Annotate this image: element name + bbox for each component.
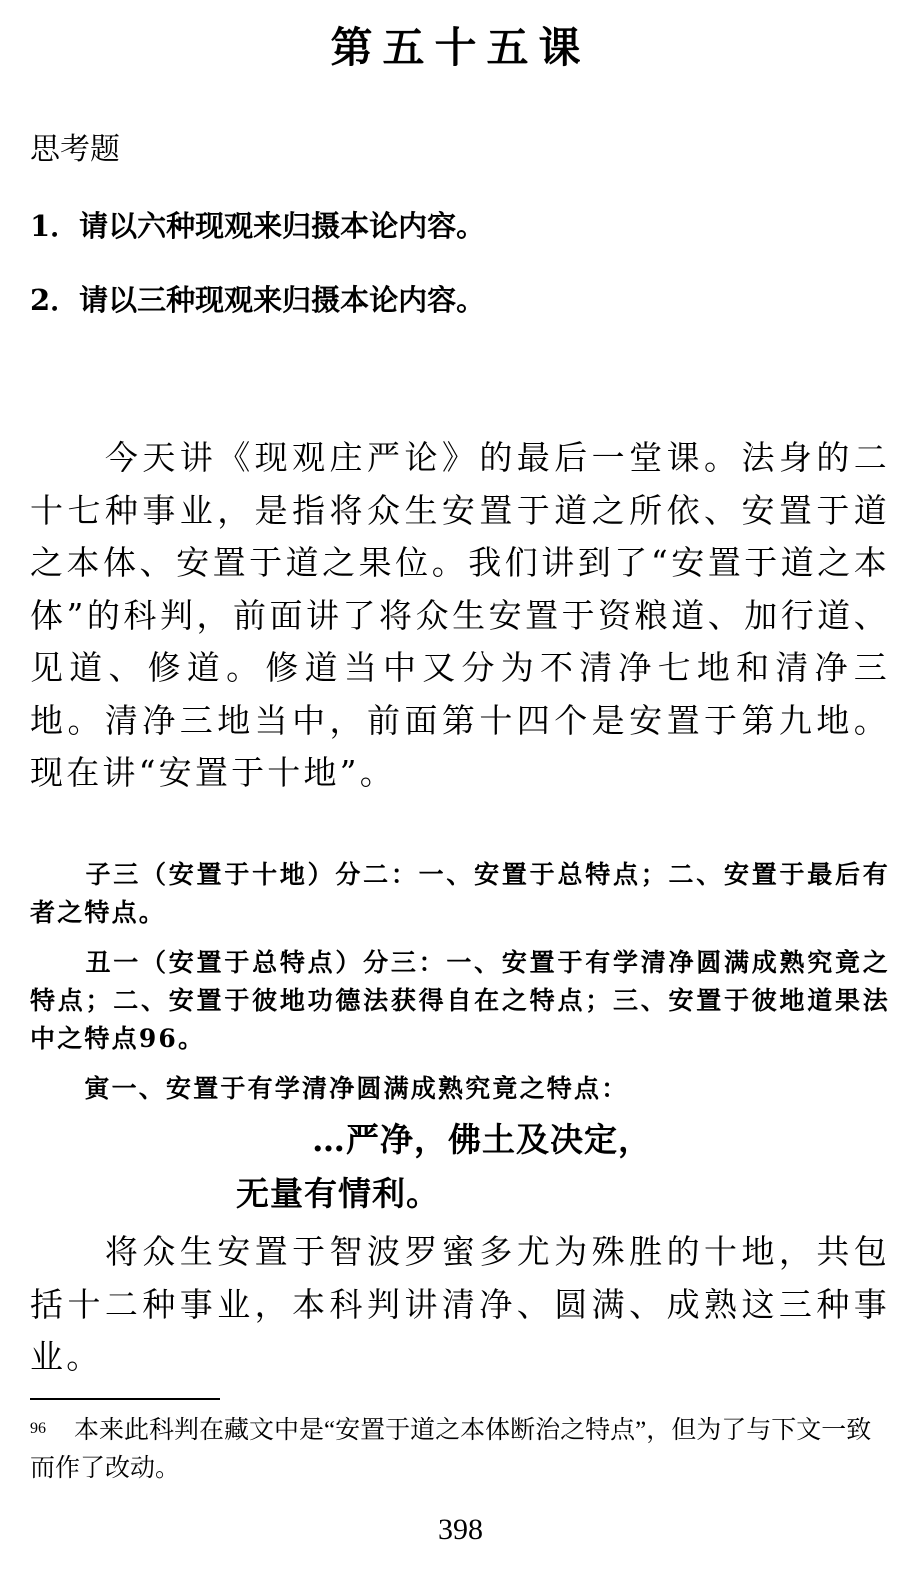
page-number: 398 [438, 1513, 483, 1546]
question-item: 1．请以六种现观来归摄本论内容。 [30, 209, 486, 243]
questions-heading: 思考题 [30, 132, 120, 167]
verse-line-1: …严净，佛土及决定， [312, 1120, 652, 1159]
outline-zi-san: 子三（安置于十地）分二：一、安置于总特点；二、安置于最后有者之特点。 [30, 860, 890, 927]
footnote-number: 96 [30, 1420, 46, 1437]
outline-chou-yi-text: 丑一（安置于总特点）分三：一、安置于有学清净圆满成熟究竟之特点；二、安置于彼地功德法获得自在之特点；三、安置于彼地道果法中之特点 [30, 948, 890, 1053]
lesson-title: 第五十五课 [330, 23, 591, 72]
outline-chou-yi-end: 。 [178, 1024, 206, 1053]
question-item: 2．请以三种现观来归摄本论内容。 [30, 283, 486, 317]
outline-chou-yi [30, 944, 890, 1058]
footnote [30, 1412, 890, 1488]
intro-paragraph: 今天讲《现观庄严论》的最后一堂课。法身的二十七种事业，是指将众生安置于道之所依、安置于道之本体、安置于道之果位。我们讲到了“安置于道之本体”的科判，前面讲了将众生安置于资粮道、加行道、见道、修道。修道当中又分为不清净七地和清净三地。清净三地当中，前面第十四个是安置于第九地。现在讲“安置于十地”。 [30, 438, 890, 792]
footnote-reference: 96 [138, 1024, 179, 1053]
outline-yin-yi: 寅一、安置于有学清净圆满成熟究竟之特点： [30, 1074, 629, 1103]
footnote-text: 本来此科判在藏文中是“安置于道之本体断治之特点”，但为了与下文一致而作了改动。 [30, 1417, 872, 1482]
explanation-paragraph: 将众生安置于智波罗蜜多尤为殊胜的十地，共包括十二种事业，本科判讲清净、圆满、成熟这三种事业。 [30, 1232, 890, 1376]
footnote-divider [30, 1398, 220, 1400]
verse-line-2: 无量有情利。 [236, 1174, 440, 1213]
